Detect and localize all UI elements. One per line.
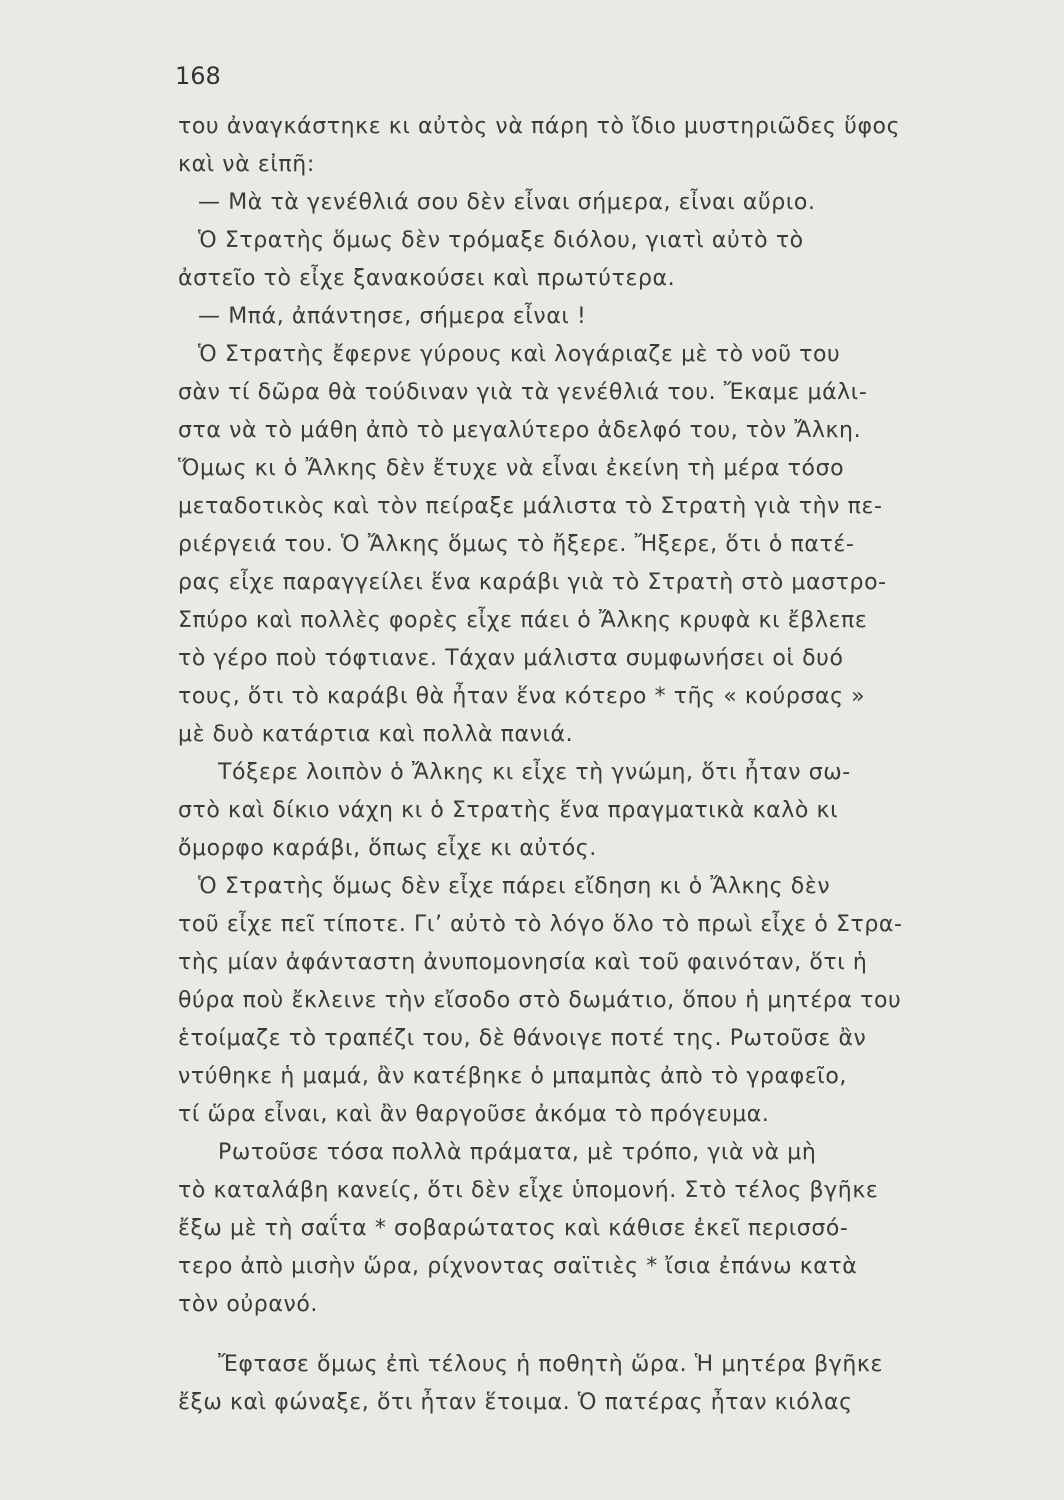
text-line: Ἔφτασε ὅμως ἐπὶ τέλους ἡ ποθητὴ ὥρα. Ἡ μητέρα βγῆκε: [218, 1352, 883, 1377]
text-line: ἑτοίμαζε τὸ τραπέζι του, δὲ θάνοιγε ποτέ της. Ρωτοῦσε ἂν: [178, 1026, 867, 1051]
text-line: καὶ νὰ εἰπῆ:: [178, 152, 315, 177]
text-line: Ὅμως κι ὁ Ἄλκης δὲν ἔτυχε νὰ εἶναι ἐκείνη τὴ μέρα τόσο: [178, 456, 845, 481]
text-line: ρας εἶχε παραγγείλει ἕνα καράβι γιὰ τὸ Στρατὴ στὸ μαστρο-: [178, 570, 887, 595]
text-line: ριέργειά του. Ὁ Ἄλκης ὅμως τὸ ἤξερε. Ἤξερε, ὅτι ὁ πατέ-: [178, 532, 855, 557]
text-line: Ὁ Στρατὴς ὅμως δὲν τρόμαξε διόλου, γιατὶ αὐτὸ τὸ: [198, 228, 804, 253]
text-line: τὸ γέρο ποὺ τόφτιανε. Τάχαν μάλιστα συμφωνήσει οἱ δυό: [178, 646, 844, 671]
text-line: σὰν τί δῶρα θὰ τούδιναν γιὰ τὰ γενέθλιά του. Ἔκαμε μάλι-: [178, 380, 868, 405]
text-line: τοῦ εἶχε πεῖ τίποτε. Γι’ αὐτὸ τὸ λόγο ὅλο τὸ πρωὶ εἶχε ὁ Στρα-: [178, 912, 903, 937]
text-line: Τόξερε λοιπὸν ὁ Ἄλκης κι εἶχε τὴ γνώμη, ὅτι ἦταν σω-: [218, 760, 851, 785]
text-line: μὲ δυὸ κατάρτια καὶ πολλὰ πανιά.: [178, 722, 574, 747]
text-line: τὸν οὐρανό.: [178, 1292, 318, 1317]
text-line: μεταδοτικὸς καὶ τὸν πείραξε μάλιστα τὸ Στρατὴ γιὰ τὴν πε-: [178, 494, 883, 519]
text-line: — Μπά, ἀπάντησε, σήμερα εἶναι !: [198, 304, 587, 329]
text-line: — Μὰ τὰ γενέθλιά σου δὲν εἶναι σήμερα, εἶναι αὔριο.: [198, 190, 816, 215]
text-line: ντύθηκε ἡ μαμά, ἂν κατέβηκε ὁ μπαμπὰς ἀπὸ τὸ γραφεῖο,: [178, 1064, 847, 1089]
paragraph-gap: [178, 1324, 1040, 1346]
text-line: στὸ καὶ δίκιο νάχη κι ὁ Στρατὴς ἕνα πραγματικὰ καλὸ κι: [178, 798, 839, 823]
text-line: Ὁ Στρατὴς ἔφερνε γύρους καὶ λογάριαζε μὲ τὸ νοῦ του: [198, 342, 841, 367]
text-line: του ἀναγκάστηκε κι αὐτὸς νὰ πάρη τὸ ἴδιο μυστηριῶδες ὕφος: [178, 114, 901, 139]
text-line: ἔξω καὶ φώναξε, ὅτι ἦταν ἕτοιμα. Ὁ πατέρας ἦταν κιόλας: [178, 1390, 853, 1415]
text-line: τὴς μίαν ἀφάνταστη ἀνυπομονησία καὶ τοῦ φαινόταν, ὅτι ἡ: [178, 950, 868, 975]
body-text: [178, 108, 1040, 1422]
text-line: τους, ὅτι τὸ καράβι θὰ ἦταν ἕνα κότερο * τῆς « κούρσας »: [178, 684, 866, 709]
text-line: ἔξω μὲ τὴ σαΐτα * σοβαρώτατος καὶ κάθισε ἐκεῖ περισσό-: [178, 1216, 849, 1241]
text-line: τερο ἀπὸ μισὴν ὥρα, ρίχνοντας σαϊτιὲς * ἴσια ἐπάνω κατὰ: [178, 1254, 858, 1279]
text-line: τί ὥρα εἶναι, καὶ ἂν θαργοῦσε ἀκόμα τὸ πρόγευμα.: [178, 1102, 770, 1127]
text-line: Ὁ Στρατὴς ὅμως δὲν εἶχε πάρει εἴδηση κι ὁ Ἄλκης δὲν: [198, 874, 831, 899]
text-line: ἀστεῖο τὸ εἶχε ξανακούσει καὶ πρωτύτερα.: [178, 266, 676, 291]
text-line: Σπύρο καὶ πολλὲς φορὲς εἶχε πάει ὁ Ἄλκης κρυφὰ κι ἔβλεπε: [178, 608, 868, 633]
page-number: 168: [175, 62, 221, 90]
text-line: στα νὰ τὸ μάθη ἀπὸ τὸ μεγαλύτερο ἀδελφό του, τὸν Ἄλκη.: [178, 418, 862, 443]
text-line: Ρωτοῦσε τόσα πολλὰ πράματα, μὲ τρόπο, γιὰ νὰ μὴ: [218, 1140, 817, 1165]
text-line: τὸ καταλάβη κανείς, ὅτι δὲν εἶχε ὑπομονή. Στὸ τέλος βγῆκε: [178, 1178, 879, 1203]
text-line: θύρα ποὺ ἔκλεινε τὴν εἴσοδο στὸ δωμάτιο, ὅπου ἡ μητέρα του: [178, 988, 902, 1013]
text-line: ὄμορφο καράβι, ὅπως εἶχε κι αὐτός.: [178, 836, 597, 861]
